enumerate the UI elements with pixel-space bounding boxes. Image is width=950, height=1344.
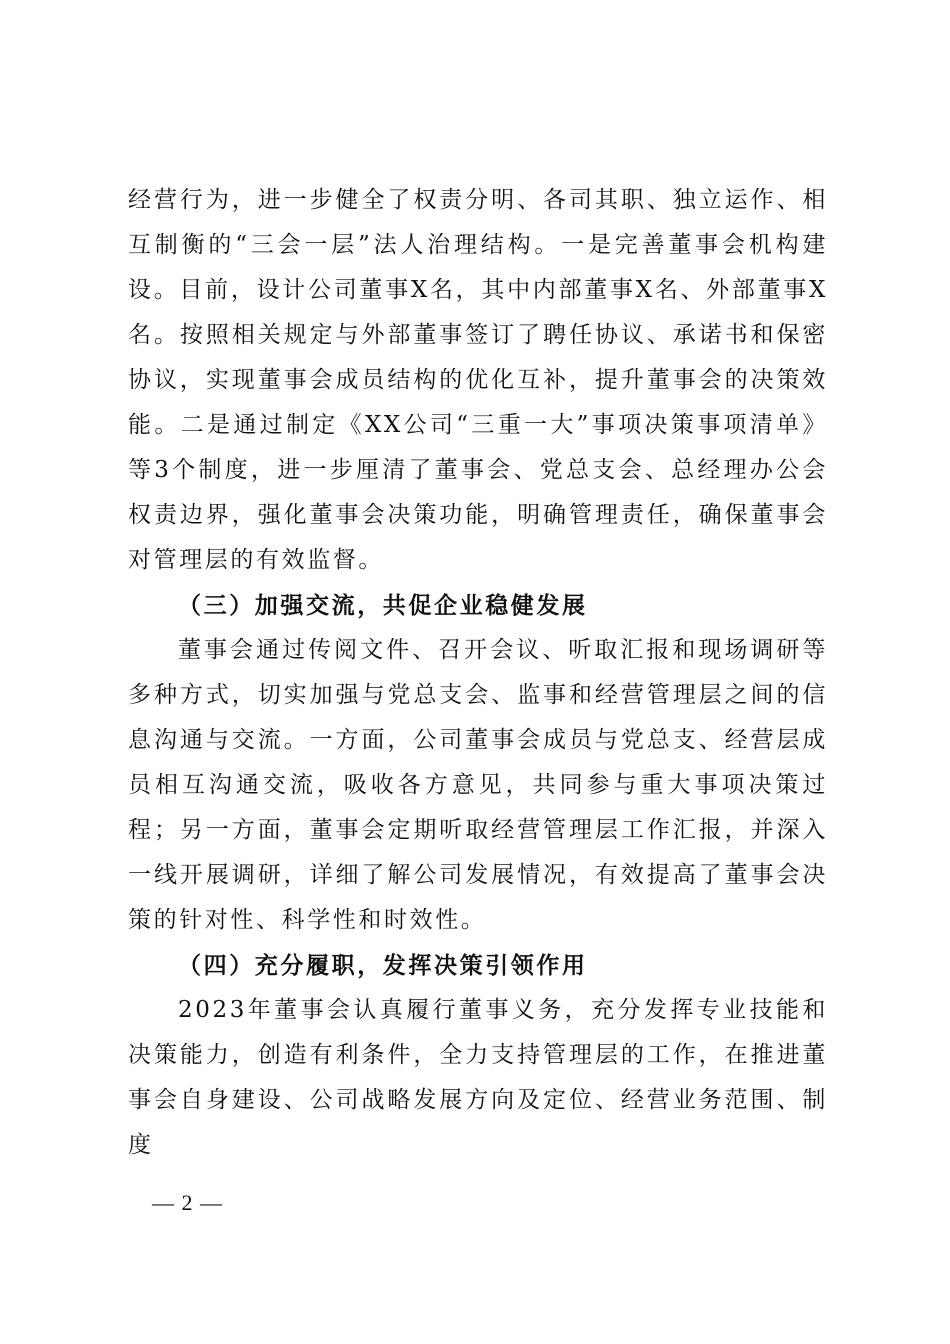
page-number: — 2 — — [152, 1190, 223, 1215]
section-heading-four: （四）充分履职，发挥决策引领作用 — [178, 952, 588, 979]
paragraph-governance-structure: 经营行为，进一步健全了权责分明、各司其职、独立运作、相互制衡的“三会一层”法人治理结构。一是完善董事会机构建设。目前，设计公司董事X名，其中内部董事X名、外部董事X名。按照相关规定与外部董事签订了聘任协议、承诺书和保密协议，实现董事会成员结构的优化互补，提升董事会的决策效能。二是通过制定《XX公司“三重一大”事项决策事项清单》等3个制度，进一步厘清了董事会、党总支会、总经理办公会权责边界，强化董事会决策功能，明确管理责任，确保董事会对管理层的有效监督。 — [128, 187, 828, 573]
document-body — [128, 178, 828, 1168]
paragraph-communication: 董事会通过传阅文件、召开会议、听取汇报和现场调研等多种方式，切实加强与党总支会、监事和经营管理层之间的信息沟通与交流。一方面，公司董事会成员与党总支、经营层成员相互沟通交流，吸收各方意见，共同参与重大事项决策过程；另一方面，董事会定期听取经营管理层工作汇报，并深入一线开展调研，详细了解公司发展情况，有效提高了董事会决策的针对性、科学性和时效性。 — [128, 637, 828, 933]
paragraph-duty-performance: 2023年董事会认真履行董事义务，充分发挥专业技能和决策能力，创造有利条件，全力支持管理层的工作，在推进董事会自身建设、公司战略发展方向及定位、经营业务范围、制度 — [128, 997, 828, 1158]
section-heading-three: （三）加强交流，共促企业稳健发展 — [178, 592, 588, 619]
